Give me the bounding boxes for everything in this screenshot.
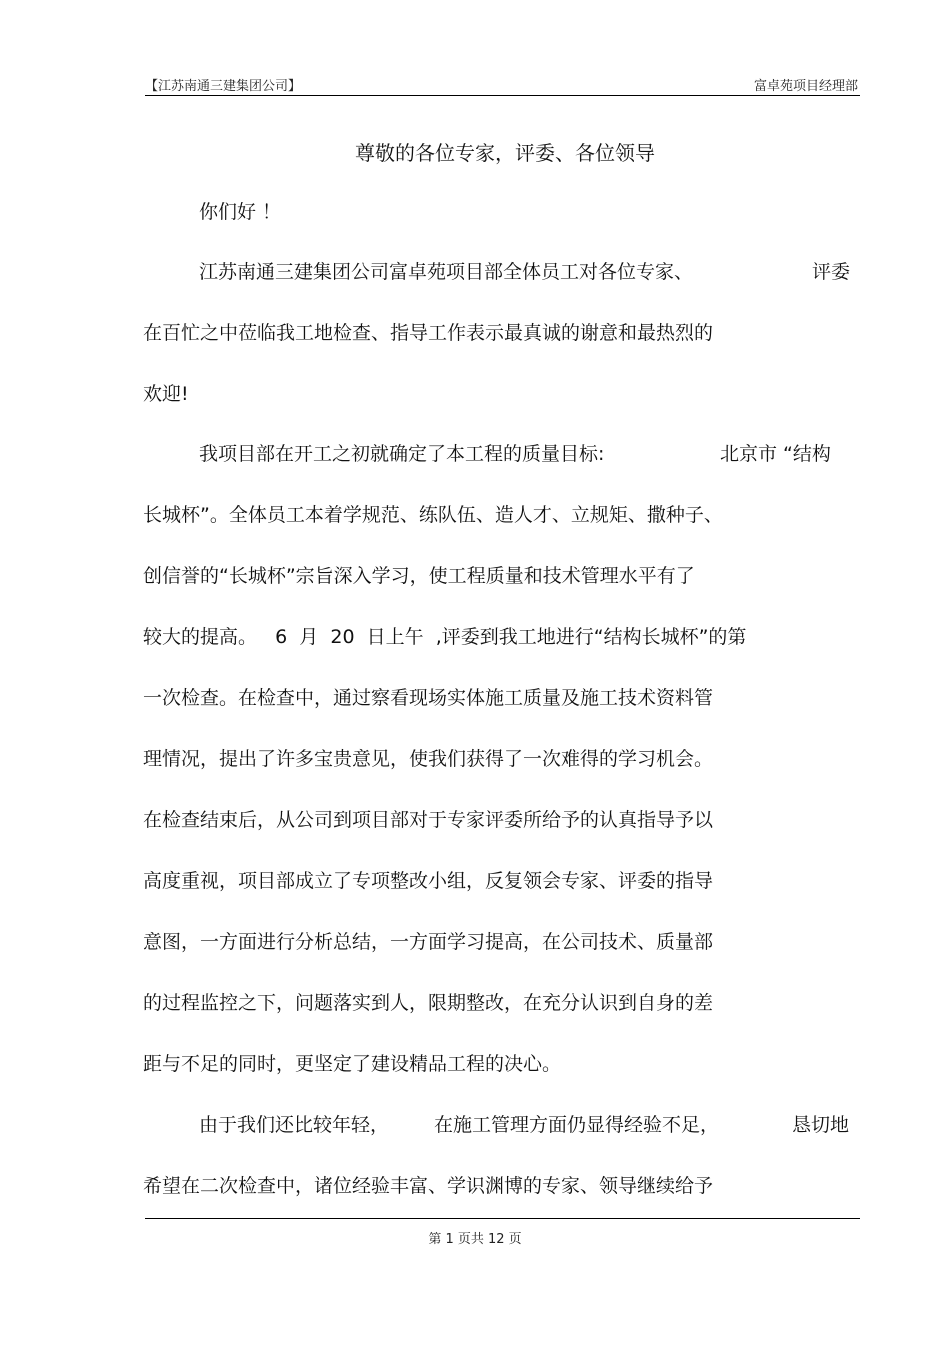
p1-line-1: 江苏南通三建集团公司富卓苑项目部全体员工对各位专家、	[199, 261, 694, 283]
p2-line-4: 较大的提高。 6 月 20 日上午 ,评委到我工地进行“结构长城杯”的第	[143, 626, 747, 648]
p3-line-2: 希望在二次检查中，诸位经验丰富、学识渊博的专家、领导继续给予	[143, 1175, 714, 1197]
p3-line-1-a: 由于我们还比较年轻，	[199, 1114, 390, 1136]
p2-line-8: 高度重视，项目部成立了专项整改小组，反复领会专家、评委的指导	[143, 870, 714, 892]
p2-line-7: 在检查结束后，从公司到项目部对于专家评委所给予的认真指导予以	[143, 809, 714, 831]
page-number: 第 1 页共 12 页	[428, 1232, 522, 1247]
page-title: 尊敬的各位专家，评委、各位领导	[355, 141, 655, 165]
greeting: 你们好 ！	[199, 201, 282, 223]
p2-line-1: 我项目部在开工之初就确定了本工程的质量目标:	[199, 443, 605, 465]
p2-line-1-end: 北京市 “结构	[720, 443, 831, 465]
footer-divider	[145, 1218, 860, 1219]
p2-line-11: 距与不足的同时，更坚定了建设精品工程的决心。	[143, 1053, 562, 1075]
header-company: 【江苏南通三建集团公司】	[145, 79, 302, 94]
p2-line-9: 意图，一方面进行分析总结，一方面学习提高，在公司技术、质量部	[143, 931, 714, 953]
p1-line-2: 在百忙之中莅临我工地检查、指导工作表示最真诚的谢意和最热烈的	[143, 322, 714, 344]
p2-line-10: 的过程监控之下，问题落实到人，限期整改，在充分认识到自身的差	[143, 992, 714, 1014]
p2-line-5: 一次检查。在检查中，通过察看现场实体施工质量及施工技术资料管	[143, 687, 714, 709]
header-department: 富卓苑项目经理部	[753, 79, 858, 94]
header-divider	[145, 95, 860, 96]
p2-line-6: 理情况，提出了许多宝贵意见，使我们获得了一次难得的学习机会。	[143, 748, 714, 770]
p3-line-1-b: 在施工管理方面仍显得经验不足，	[434, 1114, 720, 1136]
p2-line-2: 长城杯”。全体员工本着学规范、练队伍、造人才、立规矩、撒种子、	[143, 504, 723, 526]
p1-line-3: 欢迎!	[143, 383, 189, 405]
p2-line-3: 创信誉的“长城杯”宗旨深入学习，使工程质量和技术管理水平有了	[143, 565, 695, 587]
p3-line-1-c: 恳切地	[792, 1114, 850, 1136]
p1-line-1-end: 评委	[812, 261, 851, 283]
